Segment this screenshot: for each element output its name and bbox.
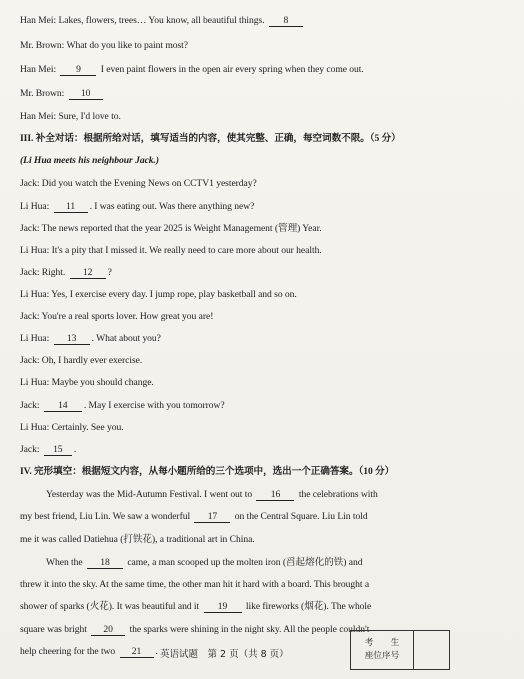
line-text: the sparks were shining in the night sky. All the people couldn't	[127, 624, 370, 635]
line-text: Yesterday was the Mid-Autumn Festival. I went out to	[46, 489, 255, 500]
line-text: shower of sparks (火花). It was beautiful and it	[20, 601, 202, 612]
text-line	[46, 489, 506, 501]
answer-blank-21[interactable]: 21	[120, 646, 154, 658]
line-text: Li Hua: Maybe you should change.	[20, 377, 154, 388]
text-line	[20, 511, 506, 523]
seat-number-box	[350, 630, 450, 670]
line-text: ?	[107, 267, 112, 278]
line-text: . May I exercise with you tomorrow?	[83, 400, 225, 411]
line-text: Li Hua:	[20, 333, 52, 344]
text-line	[20, 88, 506, 100]
line-text: threw it into the sky. At the same time, the other man hit it hard with a board. This brought a	[20, 579, 370, 590]
answer-blank-17[interactable]: 17	[194, 511, 230, 523]
line-text: like fireworks (烟花). The whole	[243, 601, 372, 612]
text-line	[20, 155, 506, 167]
line-text: .	[73, 444, 77, 455]
line-text: me it was called Datiehua (打铁花), a traditional art in China.	[20, 534, 255, 545]
line-text: Mr. Brown:	[20, 88, 67, 99]
text-line	[20, 64, 506, 76]
line-text: Jack: Did you watch the Evening News on CCTV1 yesterday?	[20, 178, 257, 189]
section-heading	[20, 466, 506, 478]
line-text: my best friend, Liu Lin. We saw a wonderful	[20, 511, 193, 522]
seat-number-label	[351, 631, 414, 669]
line-text: Jack: Right.	[20, 267, 68, 278]
text-line	[20, 289, 506, 301]
text-line	[20, 311, 506, 323]
text-line	[20, 534, 506, 546]
text-line	[20, 579, 506, 591]
line-text: Jack: The news reported that the year 2025 is Weight Management (管理) Year.	[20, 223, 322, 234]
answer-blank-18[interactable]: 18	[87, 557, 123, 569]
line-text: Jack: You're a real sports lover. How great you are!	[20, 311, 214, 322]
text-line	[20, 444, 506, 456]
line-text: IV. 完形填空：根据短文内容，从每小题所给的三个选项中，选出一个正确答案。（10 分）	[20, 466, 395, 477]
line-text: Jack:	[20, 400, 42, 411]
text-line	[20, 601, 506, 613]
line-text: Han Mei:	[20, 64, 59, 75]
answer-blank-16[interactable]: 16	[256, 489, 294, 501]
text-line	[20, 201, 506, 213]
answer-blank-8[interactable]: 8	[269, 15, 303, 27]
seat-label-line1: 考 生	[364, 638, 400, 648]
text-line	[20, 422, 506, 434]
line-text: came, a man scooped up the molten iron (舀起熔化的铁) and	[124, 557, 363, 568]
text-line	[20, 111, 506, 123]
answer-blank-20[interactable]: 20	[91, 624, 125, 636]
text-line	[20, 377, 506, 389]
line-text: Li Hua: It's a pity that I missed it. We really need to care more about our health.	[20, 245, 322, 256]
seat-label-line2: 座位序号	[364, 651, 400, 661]
text-line	[20, 15, 506, 27]
text-line	[20, 333, 506, 345]
line-text: Li Hua: Certainly. See you.	[20, 422, 124, 433]
text-line	[20, 223, 506, 235]
line-text: .	[155, 646, 158, 657]
text-line	[20, 400, 506, 412]
answer-blank-19[interactable]: 19	[204, 601, 242, 613]
line-text: the celebrations with	[296, 489, 378, 500]
line-text: I even paint flowers in the open air every spring when they come out.	[98, 64, 364, 75]
answer-blank-14[interactable]: 14	[44, 400, 82, 412]
line-text: Li Hua:	[20, 201, 52, 212]
answer-blank-9[interactable]: 9	[60, 64, 96, 76]
line-text: III. 补全对话：根据所给对话，填写适当的内容，使其完整、正确，每空词数不限。（5 分）	[20, 133, 401, 144]
line-text: square was bright	[20, 624, 90, 635]
text-line	[20, 245, 506, 257]
line-text: . I was eating out. Was there anything new?	[89, 201, 255, 212]
line-text: Mr. Brown: What do you like to paint most?	[20, 40, 188, 51]
line-text: Jack: Oh, I hardly ever exercise.	[20, 355, 143, 366]
line-text: help cheering for the two	[20, 646, 118, 657]
page-footer: 英语试题 第 2 页（共 8 页）	[160, 649, 289, 660]
text-line	[20, 355, 506, 367]
answer-blank-11[interactable]: 11	[54, 201, 88, 213]
seat-number-field[interactable]	[414, 631, 449, 669]
line-text: Han Mei: Sure, I'd love to.	[20, 111, 121, 122]
line-text: . What about you?	[91, 333, 161, 344]
text-line	[46, 557, 506, 569]
answer-blank-15[interactable]: 15	[44, 444, 72, 456]
answer-blank-12[interactable]: 12	[70, 267, 106, 279]
text-line	[20, 178, 506, 190]
line-text: on the Central Square. Liu Lin told	[232, 511, 368, 522]
text-line	[20, 40, 506, 52]
line-text: Han Mei: Lakes, flowers, trees… You know, all beautiful things.	[20, 15, 267, 26]
line-text: When the	[46, 557, 85, 568]
answer-blank-13[interactable]: 13	[54, 333, 90, 345]
line-text: Li Hua: Yes, I exercise every day. I jump rope, play basketball and so on.	[20, 289, 297, 300]
line-text: (Li Hua meets his neighbour Jack.)	[20, 155, 160, 166]
section-heading	[20, 133, 506, 145]
text-line	[20, 267, 506, 279]
answer-blank-10[interactable]: 10	[69, 88, 103, 100]
line-text: Jack:	[20, 444, 42, 455]
